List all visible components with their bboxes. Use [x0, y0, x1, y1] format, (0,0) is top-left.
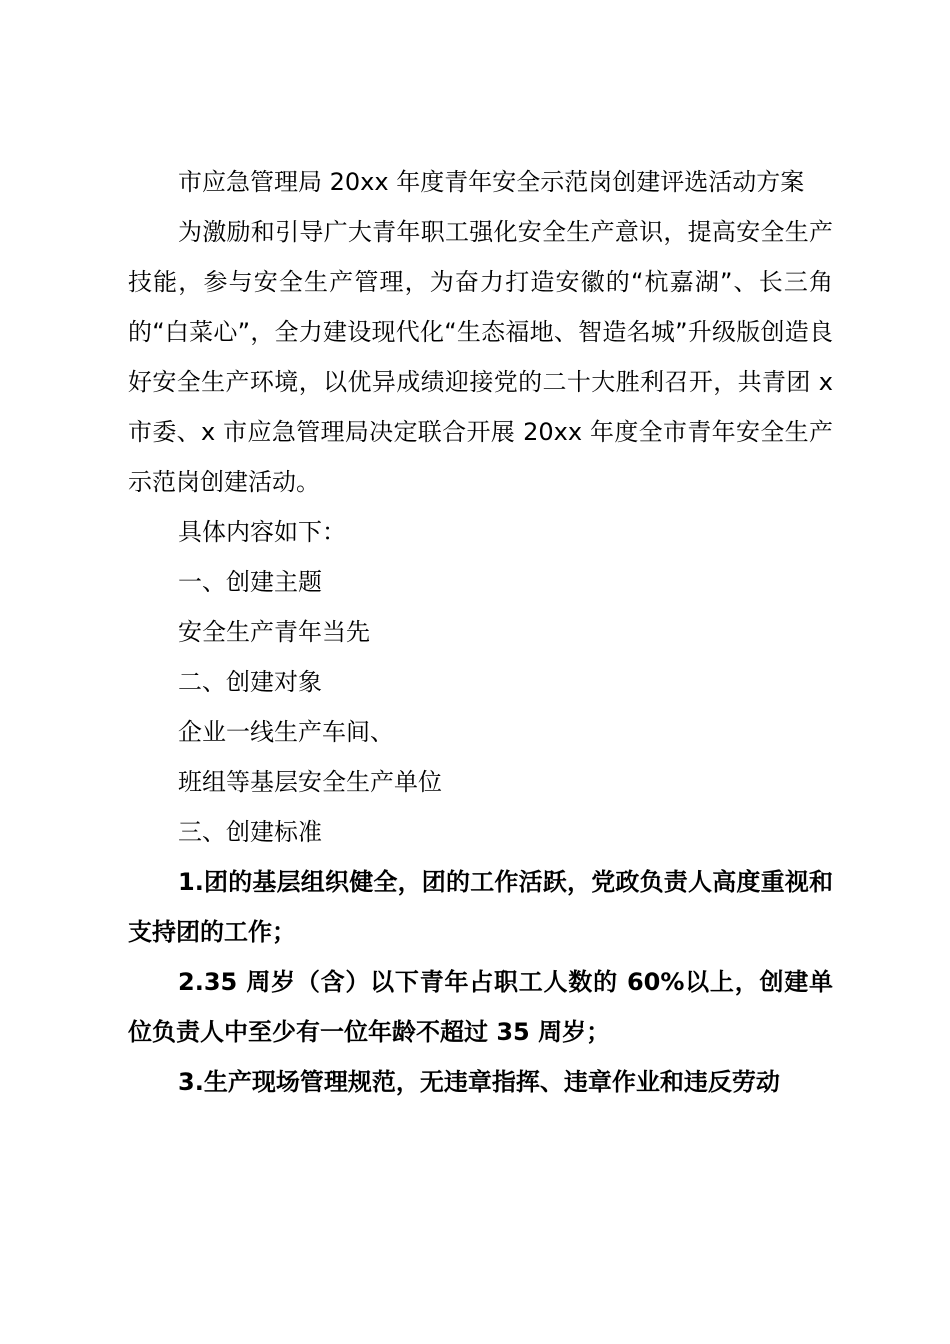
section-heading-theme: 一、创建主题 [178, 568, 322, 596]
document-body [128, 157, 833, 1107]
section-text-theme: 安全生产青年当先 [178, 618, 370, 646]
content-lead: 具体内容如下： [178, 518, 346, 546]
standard-item-3: 3.生产现场管理规范，无违章指挥、违章作业和违反劳动 [178, 1068, 780, 1096]
standard-item-1: 1.团的基层组织健全，团的工作活跃，党政负责人高度重视和支持团的工作； [128, 868, 833, 946]
document-title: 市应急管理局 20xx 年度青年安全示范岗创建评选活动方案 [178, 168, 805, 196]
section-heading-standards: 三、创建标准 [178, 818, 322, 846]
standard-item-2: 2.35 周岁（含）以下青年占职工人数的 60%以上，创建单位负责人中至少有一位年龄不超过 35 周岁； [128, 968, 833, 1046]
section-heading-target: 二、创建对象 [178, 668, 322, 696]
section-text-target-line1: 企业一线生产车间、 [178, 718, 394, 746]
section-text-target-line2: 班组等基层安全生产单位 [178, 768, 442, 796]
intro-paragraph: 为激励和引导广大青年职工强化安全生产意识，提高安全生产技能，参与安全生产管理，为奋力打造安徽的“杭嘉湖”、长三角的“白菜心”，全力建设现代化“生态福地、智造名城”升级版创造良好安全生产环境，以优异成绩迎接党的二十大胜利召开，共青团 x 市委、x 市应急管理局决定联合开展 20xx 年度全市青年安全生产示范岗创建活动。 [128, 218, 833, 496]
